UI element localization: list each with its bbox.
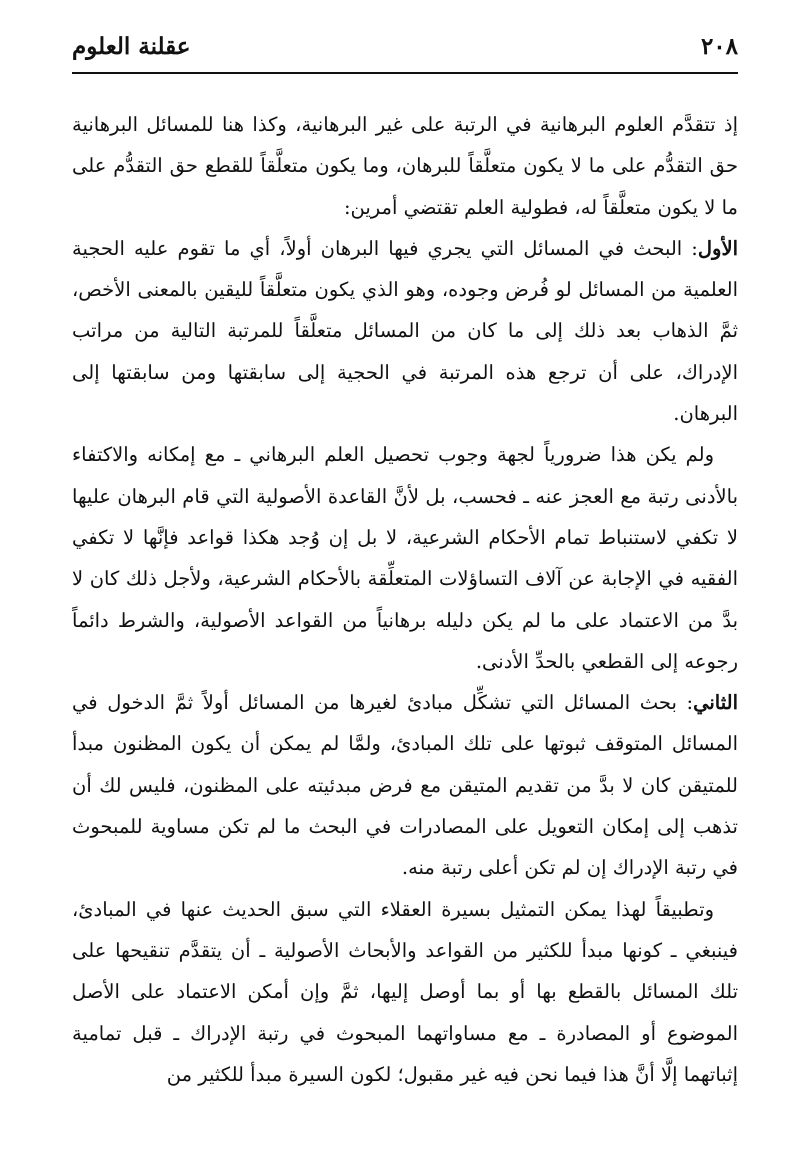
paragraph-first-point [72, 228, 738, 434]
paragraph-lead-first: الأول [697, 236, 738, 260]
paragraph-lead-second: الثاني [693, 691, 738, 715]
header-divider [72, 72, 738, 74]
paragraph-justification [72, 434, 738, 682]
page-body [72, 104, 738, 1095]
paragraph-text: : بحث المسائل التي تشكِّل مبادئ لغيرها من المسائل أولاً ثمَّ الدخول في المسائل المتوقف ثبوتها على تلك المبادئ، ولمَّا لم يمكن أن يكون المظنون مبدأ للمتيقن كان لا بدَّ من تقديم المتيقن مع فرض مبدئيته على المظنون، فليس لك أن تذهب إلى إمكان التعويل على المصادرات في البحث ما لم تكن مساوية للمبحوث في رتبة الإدراك إن لم تكن أعلى رتبة منه. [72, 691, 738, 880]
paragraph-text: وتطبيقاً لهذا يمكن التمثيل بسيرة العقلاء التي سبق الحديث عنها في المبادئ، فينبغي ـ كونها مبدأ للكثير من القواعد والأبحاث الأصولية ـ أن يتقدَّم تنقيحها على تلك المسائل بالقطع بها أو بما أوصل إليها، ثمَّ وإن أمكن الاعتماد على الأصل الموضوع أو المصادرة ـ مع مساواتهما المبحوث في رتبة الإدراك ـ قبل تمامية إثباتهما إلَّا أنَّ هذا فيما نحن فيه غير مقبول؛ لكون السيرة مبدأ للكثير من [72, 897, 738, 1086]
paragraph-text: إذ تتقدَّم العلوم البرهانية في الرتبة على غير البرهانية، وكذا هنا للمسائل البرهانية حق التقدُّم على ما لا يكون متعلَّقاً للبرهان، وما يكون متعلَّقاً للقطع حق التقدُّم على ما لا يكون متعلَّقاً له، فطولية العلم تقتضي أمرين: [72, 113, 738, 219]
running-title: عقلنة العلوم [72, 32, 191, 60]
paragraph-text: ولم يكن هذا ضرورياً لجهة وجوب تحصيل العلم البرهاني ـ مع إمكانه والاكتفاء بالأدنى رتبة مع العجز عنه ـ فحسب، بل لأنَّ القاعدة الأصولية التي قام البرهان عليها لا تكفي لاستنباط تمام الأحكام الشرعية، لا بل إن وُجد هكذا قواعد فإنَّها لا تكفي الفقيه في الإجابة عن آلاف التساؤلات المتعلِّقة بالأحكام الشرعية، ولأجل ذلك كان لا بدَّ من الاعتماد على ما لم يكن دليله برهانياً من القواعد الأصولية، والشرط دائماً رجوعه إلى القطعي بالحدِّ الأدنى. [72, 443, 738, 673]
paragraph-application [72, 889, 738, 1095]
paragraph-second-point [72, 682, 738, 888]
page-number: ٢٠٨ [700, 32, 738, 60]
running-header [72, 28, 738, 64]
paragraph-text: : البحث في المسائل التي يجري فيها البرهان أولاً، أي ما تقوم عليه الحجية العلمية من المسائل لو فُرض وجوده، وهو الذي يكون متعلَّقاً لليقين بالمعنى الأخص، ثمَّ الذهاب بعد ذلك إلى ما كان من المسائل متعلَّقاً للمرتبة التالية من مراتب الإدراك، على أن ترجع هذه المرتبة في الحجية إلى سابقتها ومن سابقتها إلى البرهان. [72, 236, 738, 426]
paragraph-intro [72, 104, 738, 228]
